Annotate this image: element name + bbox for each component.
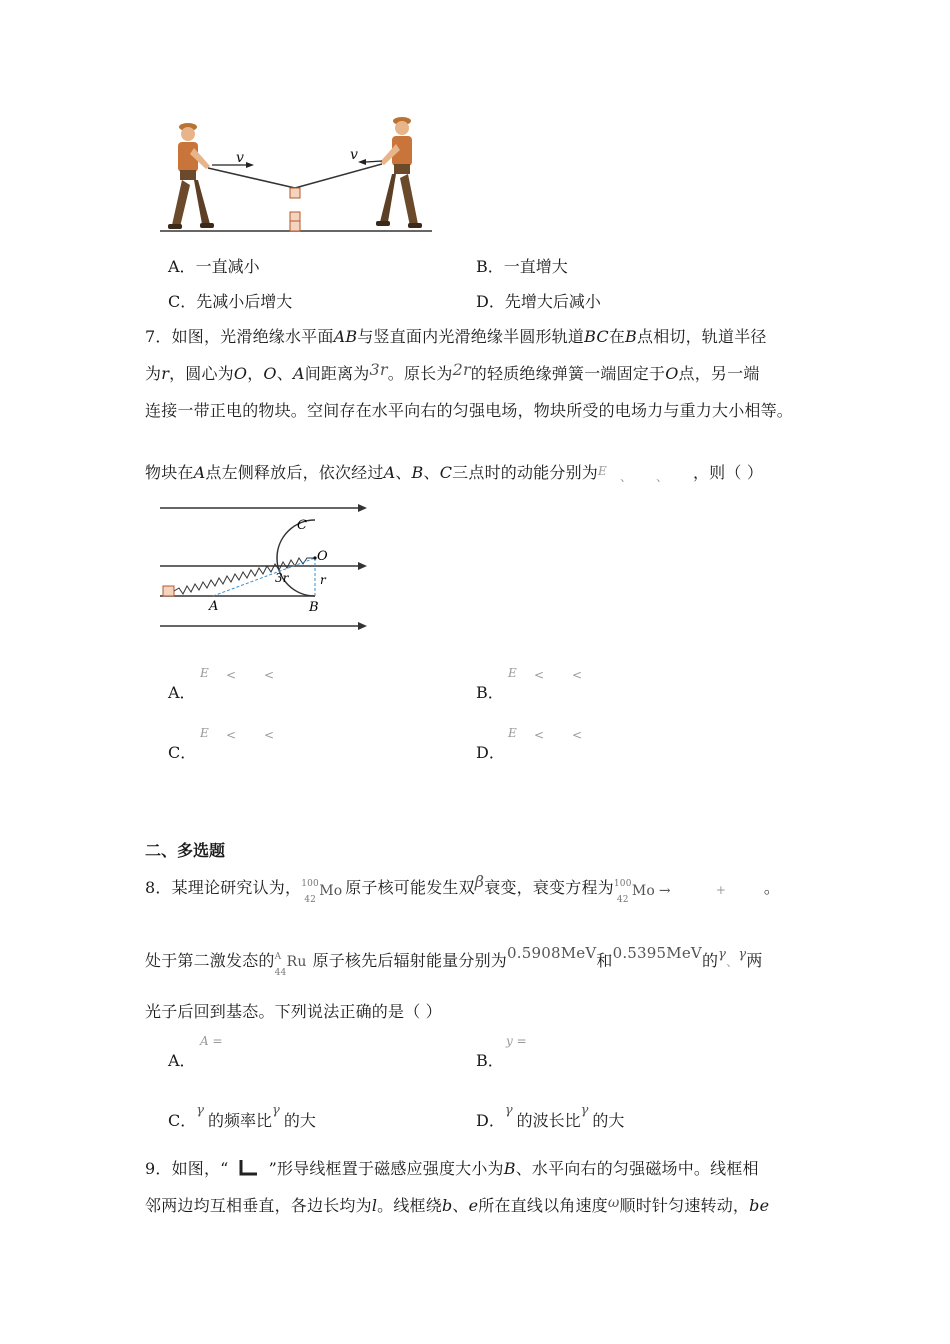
q9-line-1: 9．如图，“ ”形导线框置于磁感应强度大小为B、水平向右的匀强磁场中。线框相 [145,1159,759,1178]
q7-line-4: 物块在A点左侧释放后，依次经过A、B、C三点时的动能分别为 E 、 、 ，则（ ） [145,463,764,484]
frame-shape-icon [229,1162,269,1178]
q7-option-d[interactable]: D． E < < [476,726,583,762]
label-C: C [297,518,307,533]
q6-figure [150,110,440,235]
charged-block [163,586,174,596]
q8-option-c[interactable]: C．$^\gamma$的频率比$^\gamma$的大 [168,1103,316,1130]
field-arrow-bottom [358,622,367,630]
q7-option-c[interactable]: C． E < < [168,726,275,762]
q7-option-a[interactable]: A． E < < [168,666,275,702]
label-3r: 3r [275,571,289,585]
label-v-right: v [350,147,358,163]
q9-line-2: 邻两边均互相垂直，各边长均为l。线框绕b、e所在直线以角速度ω顺时针匀速转动，be [145,1195,770,1215]
pulley-block-top [290,188,300,198]
q7-line-2: 为r，圆心为O，O、A间距离为3r。原长为2r的轻质绝缘弹簧一端固定于O点，另一端 [145,360,760,383]
section-title-multiple-choice: 二、多选题 [145,841,226,860]
velocity-arrow-right [358,159,366,165]
q8-option-d[interactable]: D．$^\gamma$的波长比$^\gamma$的大 [476,1103,625,1130]
q6-option-d[interactable]: D．先增大后减小 [476,292,601,311]
field-arrow-middle [358,562,367,570]
velocity-arrow-left [246,162,254,168]
rope-left [208,168,295,188]
q7-line-3: 连接一带正电的物块。空间存在水平向右的匀强电场，物块所受的电场力与重力大小相等。 [145,401,794,420]
left-worker [168,123,214,229]
q7-line-1: 7．如图，光滑绝缘水平面AB与竖直面内光滑绝缘半圆形轨道BC在B点相切，轨道半径 [145,327,767,346]
q8-line-1: 8．某理论研究认为， 100 42 Mo 原子核可能发生双β衰变，衰变方程为 100 42 Mo → + 。 [145,872,781,905]
label-v-left: v [236,150,244,166]
q7-option-b[interactable]: B． E < < [476,666,583,702]
label-O: O [317,549,328,564]
q8-option-a[interactable]: A． A = [168,1034,223,1070]
field-arrow-top [358,504,367,512]
q6-option-b[interactable]: B．一直增大 [476,257,568,276]
label-B: B [309,600,319,615]
rope-right [295,164,382,188]
right-worker [376,117,422,228]
q6-option-c[interactable]: C．先减小后增大 [168,292,293,311]
spring [174,558,315,594]
q8-line-2: 处于第二激发态的 A 44 Ru 原子核先后辐射能量分别为0.5908MeV和0.5395MeV的$^\gamma$、$^\gamma$两 [145,944,763,978]
q8-line-3: 光子后回到基态。下列说法正确的是（ ） [145,1002,442,1021]
q6-option-a[interactable]: A．一直减小 [168,257,260,276]
q8-option-b[interactable]: B． y = [476,1034,527,1070]
label-r: r [320,573,326,587]
label-A: A [209,599,219,614]
dashed-OA [213,558,315,596]
q7-figure [155,498,375,638]
